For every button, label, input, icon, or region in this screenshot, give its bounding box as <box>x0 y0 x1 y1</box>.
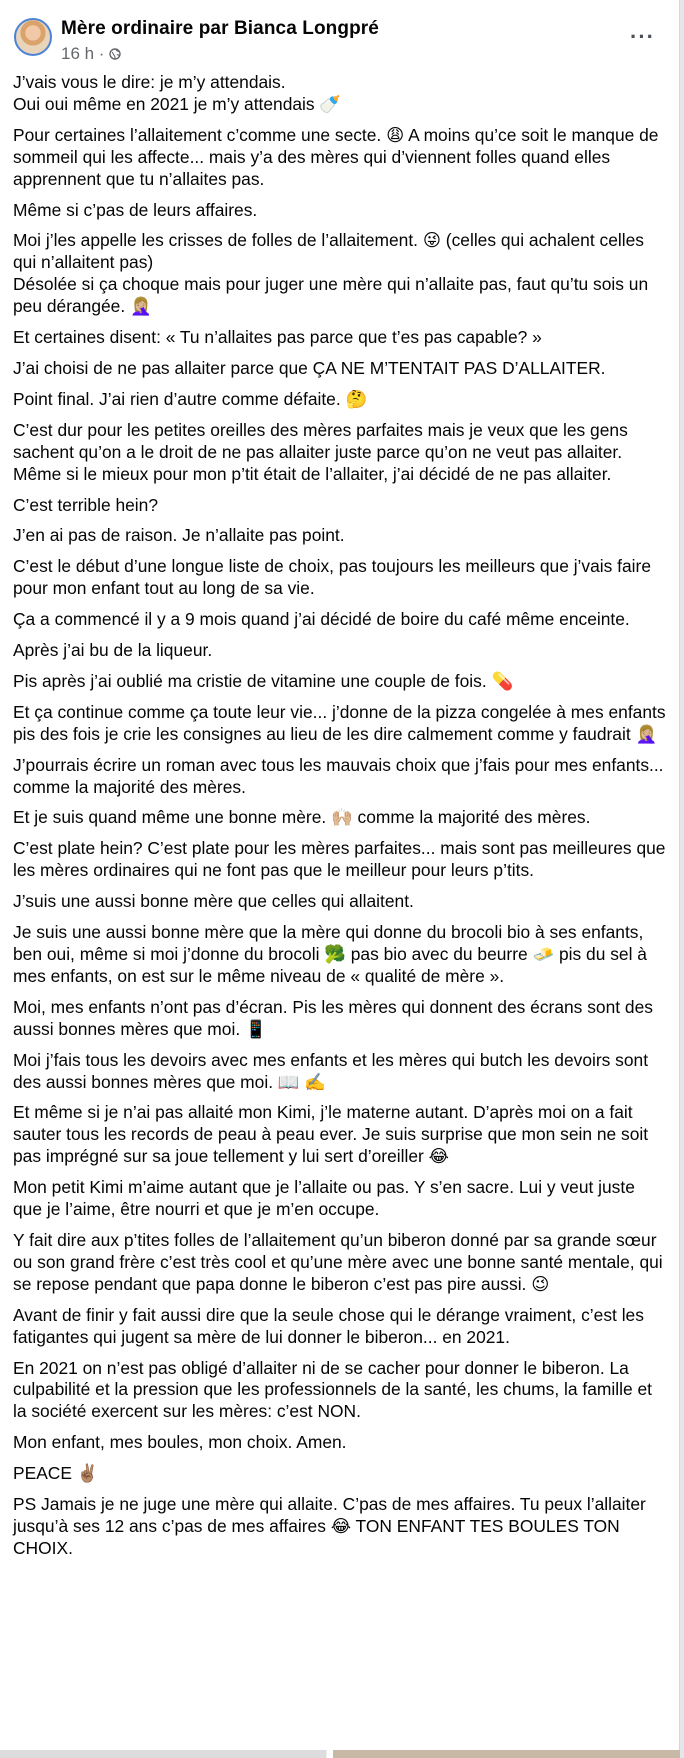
post-paragraph: C’est terrible hein? <box>13 494 158 515</box>
post-media-preview[interactable] <box>0 1750 680 1758</box>
post-paragraph: Pour certaines l’allaitement c’comme une secte. 😩 A moins qu’ce soit le manque de sommeil qui les affecte... mais y’a des mères qui d’viennent folles quand elles apprennent que tu n’allaites pas. <box>13 124 659 189</box>
post-paragraph: J’en ai pas de raison. Je n’allaite pas point. <box>13 525 345 546</box>
post-paragraph: Pis après j’ai oublié ma cristie de vitamine une couple de fois. 💊 <box>13 670 514 691</box>
post-paragraph: Ça a commencé il y a 9 mois quand j’ai décidé de boire du café même enceinte. <box>13 609 630 630</box>
more-options-icon[interactable]: ··· <box>630 24 655 49</box>
post-text <box>13 72 668 1569</box>
post-paragraph: Après j’ai bu de la liqueur. <box>13 640 213 661</box>
post-paragraph: C’est le début d’une longue liste de choix, pas toujours les meilleurs que j’vais faire pour mon enfant tout au long de sa vie. <box>13 556 652 599</box>
post-paragraph: Point final. J’ai rien d’autre comme défaite. 🤔 <box>13 388 368 409</box>
post-paragraph: Moi, mes enfants n’ont pas d’écran. Pis les mères qui donnent des écrans sont des aussi bonnes mères que moi. 📱 <box>13 996 653 1039</box>
post-paragraph: Mon petit Kimi m’aime autant que je l’allaite ou pas. Y s’en sacre. Lui y veut juste que je l’aime, être nourri et que je m’en occupe. <box>13 1177 635 1220</box>
post-paragraph: J’ai choisi de ne pas allaiter parce que ÇA NE M’TENTAIT PAS D’ALLAITER. <box>13 357 606 378</box>
post-paragraph: Y fait dire aux p’tites folles de l’allaitement qu’un biberon donné par sa grande sœur ou son grand frère c’est très cool et qu’une mère avec une bonne santé mentale, qui se repose pendant que papa donne le biberon c’est pas pire aussi. 😉 <box>13 1229 663 1294</box>
post-paragraph: J’pourrais écrire un roman avec tous les mauvais choix que j’fais pour mes enfants... comme la majorité des mères. <box>13 754 664 797</box>
post-paragraph: Moi j’fais tous les devoirs avec mes enfants et les mères qui butch les devoirs sont des aussi bonnes mères que moi. 📖 ✍️ <box>13 1049 649 1092</box>
author-name[interactable]: Mère ordinaire par Bianca Longpré <box>61 18 379 39</box>
post-paragraph: Avant de finir y fait aussi dire que la seule chose qui le dérange vraiment, c’est les fatigantes qui jugent sa mère de lui donner le biberon... en 2021. <box>13 1304 644 1347</box>
post-paragraph: Je suis une aussi bonne mère que la mère qui donne du brocoli bio à ses enfants, ben oui, même si moi j’donne du brocoli 🥦 pas bio avec du beurre 🧈 pis du sel à mes enfants, on est sur le même niveau de « qualité de mère ». <box>13 922 647 986</box>
post-paragraph: PS Jamais je ne juge une mère qui allaite. C’pas de mes affaires. Tu peux l’allaiter jusqu’à ses 12 ans c’pas de mes affaires 😂 TON ENFANT TES BOULES TON CHOIX. <box>13 1494 646 1558</box>
post-paragraph: Et je suis quand même une bonne mère. 🙌🏼 comme la majorité des mères. <box>13 807 591 828</box>
post-paragraph: Et même si je n’ai pas allaité mon Kimi, j’le materne autant. D’après moi on a fait sauter tous les records de peau à peau ever. Je suis surprise que mon sein ne soit pas imprégné sur sa joue tellement y lui sert d’oreiller 😂 <box>13 1102 649 1167</box>
post-paragraph: J’vais vous le dire: je m’y attendais. Oui oui même en 2021 je m’y attendais 🍼 <box>13 72 342 114</box>
globe-icon <box>109 48 121 60</box>
post-paragraph: PEACE ✌🏽 <box>13 1463 99 1484</box>
post-time[interactable]: 16 h · <box>61 44 105 63</box>
post-paragraph: Moi j’les appelle les crisses de folles de l’allaitement. 😜 (celles qui achalent celles qui n’allaitent pas) Désolée si ça choque mais pour juger une mère qui n’allaite pas, faut qu’tu sois un peu dérangée. 🤦🏼‍♀️ <box>13 230 649 317</box>
post-paragraph: Et certaines disent: « Tu n’allaites pas parce que t’es pas capable? » <box>13 327 542 348</box>
post-paragraph: J’suis une aussi bonne mère que celles qui allaitent. <box>13 891 414 912</box>
post-header <box>0 0 679 70</box>
post-paragraph: Mon enfant, mes boules, mon choix. Amen. <box>13 1432 347 1453</box>
post-meta <box>61 44 121 64</box>
post-paragraph: En 2021 on n’est pas obligé d’allaiter ni de se cacher pour donner le biberon. La culpabilité et la pression que les professionnels de la santé, les chums, la famille et la société exercent sur les mères: c’est NON. <box>13 1357 652 1422</box>
post-paragraph: C’est plate hein? C’est plate pour les mères parfaites... mais sont pas meilleures que les mères ordinaires qui ne font pas que le meilleur pour leurs p’tits. <box>13 838 666 881</box>
author-avatar[interactable] <box>14 18 52 56</box>
post-paragraph: C’est dur pour les petites oreilles des mères parfaites mais je veux que les gens sachent qu’on a le droit de ne pas allaiter juste parce qu’on ne veut pas allaiter. Même si le mieux pour mon p’tit était de l’allaiter, j’ai décidé de ne pas allaiter. <box>13 419 628 484</box>
post-paragraph: Même si c’pas de leurs affaires. <box>13 199 258 220</box>
post-paragraph: Et ça continue comme ça toute leur vie... j’donne de la pizza congelée à mes enfants pis des fois je crie les consignes au lieu de les dire calmement comme y faudrait 🤦🏼‍♀️ <box>13 701 666 744</box>
